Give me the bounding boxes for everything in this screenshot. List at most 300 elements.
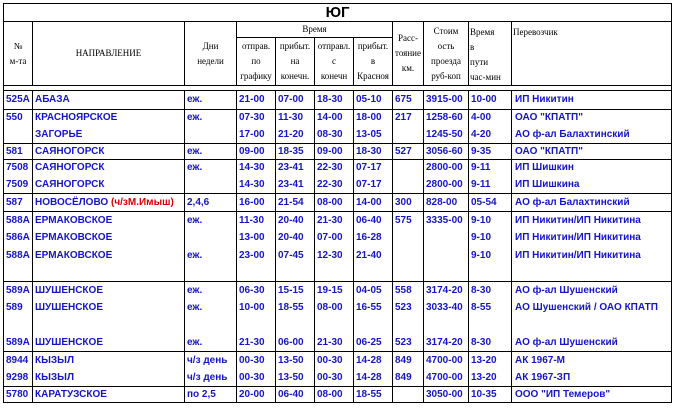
direction-cell (33, 369, 185, 387)
travel-time-text: 9-11 (471, 162, 491, 173)
departure-end-cell (315, 177, 354, 194)
travel-time-text: 4-20 (471, 128, 492, 140)
cost-text: 3174-20 (426, 285, 463, 296)
direction-cell (33, 144, 185, 160)
departure-end-text: 00-30 (317, 355, 343, 366)
arrival-end-text: 23-41 (278, 178, 304, 190)
departure-time-cell (237, 91, 276, 110)
departure-time-text: 13-00 (239, 232, 265, 244)
route-number-text: 7508 (6, 162, 29, 173)
direction-cell (33, 160, 185, 177)
arrival-krasnoyarsk-cell (354, 110, 393, 127)
carrier-text: ИП Шишкина (515, 178, 580, 190)
arrival-krasnoyarsk-text: 14-28 (356, 372, 382, 383)
carrier-text: АК 1967-ЗП (515, 372, 571, 383)
travel-time-text: 13-20 (471, 355, 497, 366)
arrival-end-cell (276, 387, 315, 403)
departure-end-cell (315, 229, 354, 246)
route-number-text: 581 (6, 146, 23, 157)
departure-end-cell (315, 160, 354, 177)
route-number-text: 589А (6, 336, 30, 348)
arrival-end-text: 13-50 (278, 372, 304, 383)
arrival-end-cell (276, 369, 315, 387)
route-number-cell (4, 264, 33, 282)
direction-cell (33, 127, 185, 144)
table-row (4, 127, 672, 144)
cost-cell (424, 282, 469, 300)
distance-cell (393, 387, 424, 403)
arrival-end-cell (276, 91, 315, 110)
travel-time-text: 4-00 (471, 112, 492, 123)
departure-end-cell (315, 334, 354, 352)
cost-text: 3915-00 (426, 94, 463, 105)
distance-text: 849 (395, 372, 412, 383)
days-cell (185, 352, 237, 370)
departure-time-text: 11-30 (239, 215, 265, 226)
direction-text: НОВОСЁЛОВО (35, 197, 109, 208)
distance-cell (393, 334, 424, 352)
route-number-cell (4, 334, 33, 352)
direction-cell (33, 229, 185, 246)
departure-end-text: 12-30 (317, 249, 343, 261)
header-line: проезда (431, 55, 461, 66)
departure-end-text: 14-00 (317, 112, 343, 123)
days-cell (185, 194, 237, 212)
arrival-end-text: 06-40 (278, 389, 304, 400)
carrier-text: АО ф-ал Шушенский (515, 285, 618, 296)
distance-text: 527 (395, 146, 412, 157)
arrival-end-cell (276, 247, 315, 264)
carrier-text: ИП Шишкин (515, 162, 574, 173)
days-cell (185, 160, 237, 177)
days-cell (185, 177, 237, 194)
travel-time-cell (469, 352, 512, 370)
days-cell (185, 110, 237, 127)
table-row (4, 91, 672, 110)
carrier-text: ИП Никитин/ИП Никитина (515, 232, 641, 244)
table-row (4, 282, 672, 300)
travel-time-text: 9-10 (471, 232, 492, 244)
departure-time-cell (237, 387, 276, 403)
departure-end-text: 09-00 (317, 146, 343, 157)
departure-time-cell (237, 127, 276, 144)
departure-time-cell (237, 264, 276, 282)
route-number-cell (4, 212, 33, 230)
header-line: Расс- (398, 33, 418, 43)
arrival-end-text: 18-55 (278, 302, 304, 314)
carrier-text: ИП Никитин/ИП Никитина (515, 249, 641, 261)
departure-time-text: 20-00 (239, 389, 265, 400)
direction-text: ЗАГОРЬЕ (35, 128, 83, 140)
header-line: отправ. (241, 41, 271, 51)
travel-time-cell (469, 264, 512, 282)
direction-text: ЕРМАКОВСКОЕ (35, 249, 113, 261)
route-number-text: 525А (6, 94, 30, 105)
departure-end-cell (315, 299, 354, 316)
cost-cell (424, 144, 469, 160)
carrier-text: АО Шушенский / ОАО КПАТП (515, 302, 658, 314)
arrival-end-cell (276, 110, 315, 127)
route-number-cell (4, 247, 33, 264)
days-cell (185, 127, 237, 144)
departure-time-cell (237, 212, 276, 230)
distance-cell (393, 282, 424, 300)
direction-cell (33, 264, 185, 282)
header-arrival-end (276, 38, 315, 86)
cost-cell (424, 369, 469, 387)
arrival-krasnoyarsk-cell (354, 387, 393, 403)
distance-text: 300 (395, 197, 412, 208)
carrier-text: АК 1967-М (515, 355, 566, 366)
arrival-end-cell (276, 127, 315, 144)
departure-end-cell (315, 194, 354, 212)
direction-text: ЕРМАКОВСКОЕ (35, 232, 113, 244)
direction-text: ШУШЕНСКОЕ (35, 285, 103, 296)
header-line: час-мин (470, 72, 501, 82)
direction-text: КАРАТУЗСКОЕ (35, 389, 107, 400)
header-line: № (13, 40, 23, 51)
cost-text: 3174-20 (426, 336, 463, 348)
carrier-cell (512, 91, 672, 110)
departure-end-text: 08-00 (317, 197, 343, 208)
arrival-end-text: 21-54 (278, 197, 304, 208)
days-text: 2,4,6 (187, 197, 210, 208)
travel-time-text: 9-35 (471, 146, 492, 157)
header-direction: НАПРАВЛЕНИЕ (33, 22, 185, 86)
arrival-end-text: 07-00 (278, 94, 304, 105)
cost-text: 1245-50 (426, 128, 463, 140)
arrival-end-text: 21-20 (278, 128, 304, 140)
table-row (4, 369, 672, 387)
departure-end-text: 08-00 (317, 302, 343, 314)
carrier-text: АО ф-ал Балахтинский (515, 128, 630, 140)
departure-end-text: 08-00 (317, 389, 343, 400)
direction-text: ЕРМАКОВСКОЕ (35, 215, 113, 226)
route-number-cell (4, 177, 33, 194)
departure-time-text: 14-30 (239, 162, 265, 173)
days-text: еж. (187, 215, 203, 226)
carrier-cell (512, 110, 672, 127)
carrier-text: ОАО "КПАТП" (515, 112, 583, 123)
route-number-text: 589А (6, 285, 30, 296)
cost-text: 4700-00 (426, 355, 463, 366)
days-text: ч/з день (187, 372, 228, 383)
direction-cell (33, 177, 185, 194)
travel-time-cell (469, 212, 512, 230)
direction-note: (ч/зМ.Имыш) (111, 197, 174, 208)
arrival-krasnoyarsk-text: 18-55 (356, 389, 382, 400)
route-number-text: 588А (6, 249, 30, 261)
travel-time-text: 8-30 (471, 285, 492, 296)
carrier-cell (512, 160, 672, 177)
departure-time-text: 00-30 (239, 355, 265, 366)
header-line: Время (470, 27, 495, 37)
carrier-text: ИП Никитин/ИП Никитина (515, 215, 641, 226)
arrival-krasnoyarsk-text: 07-17 (356, 178, 382, 190)
cost-cell (424, 110, 469, 127)
departure-end-cell (315, 247, 354, 264)
carrier-text: АО ф-ал Шушенский (515, 336, 618, 348)
direction-text: КЫЗЫЛ (35, 372, 74, 383)
header-line: пути (470, 57, 489, 67)
departure-time-text: 17-00 (239, 128, 265, 140)
departure-time-cell (237, 282, 276, 300)
route-number-cell (4, 144, 33, 160)
cost-text: 4700-00 (426, 372, 463, 383)
arrival-end-cell (276, 352, 315, 370)
schedule-body (4, 91, 672, 403)
header-line: конечн (320, 71, 348, 81)
table-row (4, 177, 672, 194)
distance-text: 849 (395, 355, 412, 366)
header-cost (424, 22, 469, 86)
cost-cell (424, 299, 469, 316)
departure-time-cell (237, 352, 276, 370)
header-line: по (251, 56, 261, 66)
arrival-krasnoyarsk-text: 16-28 (356, 232, 382, 244)
direction-cell (33, 352, 185, 370)
route-number-cell (4, 317, 33, 334)
departure-time-cell (237, 110, 276, 127)
direction-text: КЫЗЫЛ (35, 355, 74, 366)
departure-end-text: 00-30 (317, 372, 343, 383)
arrival-krasnoyarsk-text: 18-00 (356, 112, 382, 123)
route-number-cell (4, 91, 33, 110)
header-line: Стоим (433, 25, 459, 36)
days-cell (185, 144, 237, 160)
schedule-sheet (3, 3, 671, 403)
arrival-krasnoyarsk-text: 05-10 (356, 94, 382, 105)
cost-text: 2800-00 (426, 178, 463, 190)
distance-cell (393, 160, 424, 177)
schedule-table (3, 3, 672, 403)
distance-cell (393, 91, 424, 110)
cost-cell (424, 387, 469, 403)
distance-cell (393, 317, 424, 334)
direction-cell (33, 282, 185, 300)
distance-cell (393, 110, 424, 127)
carrier-cell (512, 177, 672, 194)
arrival-end-text: 13-50 (278, 355, 304, 366)
departure-time-cell (237, 369, 276, 387)
route-number-text: 8944 (6, 355, 29, 366)
departure-end-text: 21-30 (317, 215, 343, 226)
route-number-text: 586А (6, 232, 30, 244)
route-number-text: 7509 (6, 178, 29, 190)
table-row (4, 194, 672, 212)
distance-text: 523 (395, 302, 412, 314)
header-line: км. (401, 63, 415, 73)
arrival-end-text: 20-40 (278, 232, 304, 244)
cost-cell (424, 127, 469, 144)
days-cell (185, 369, 237, 387)
header-arrival-krasnoyarsk (354, 38, 393, 86)
distance-cell (393, 212, 424, 230)
departure-time-text: 16-00 (239, 197, 265, 208)
days-text: по 2,5 (187, 389, 216, 400)
days-text: еж. (187, 94, 203, 105)
route-number-text: 5780 (6, 389, 29, 400)
departure-end-cell (315, 317, 354, 334)
days-text: еж. (187, 302, 203, 314)
travel-time-text: 8-30 (471, 336, 492, 348)
distance-cell (393, 177, 424, 194)
arrival-end-text: 20-40 (278, 215, 304, 226)
cost-text: 828-00 (426, 197, 458, 208)
departure-time-cell (237, 299, 276, 316)
departure-time-cell (237, 317, 276, 334)
table-row (4, 317, 672, 334)
distance-cell (393, 369, 424, 387)
route-number-cell (4, 299, 33, 316)
days-cell (185, 317, 237, 334)
departure-time-cell (237, 334, 276, 352)
header-line: графику (240, 71, 272, 81)
route-number-cell (4, 194, 33, 212)
header-distance (393, 22, 424, 86)
route-number-cell (4, 282, 33, 300)
arrival-end-cell (276, 144, 315, 160)
arrival-krasnoyarsk-cell (354, 177, 393, 194)
travel-time-cell (469, 247, 512, 264)
cost-cell (424, 160, 469, 177)
header-line: Красноя (357, 71, 389, 81)
days-text: еж. (187, 285, 203, 296)
cost-text: 1258-60 (426, 112, 463, 123)
header-line: Дни (202, 40, 219, 51)
direction-cell (33, 299, 185, 316)
route-number-cell (4, 369, 33, 387)
departure-time-text: 09-00 (239, 146, 265, 157)
travel-time-cell (469, 177, 512, 194)
travel-time-cell (469, 387, 512, 403)
table-row (4, 229, 672, 246)
direction-cell (33, 110, 185, 127)
travel-time-cell (469, 144, 512, 160)
arrival-krasnoyarsk-cell (354, 247, 393, 264)
arrival-krasnoyarsk-cell (354, 160, 393, 177)
days-cell (185, 334, 237, 352)
arrival-krasnoyarsk-cell (354, 282, 393, 300)
arrival-krasnoyarsk-text: 21-40 (356, 249, 382, 261)
carrier-cell (512, 387, 672, 403)
travel-time-text: 8-55 (471, 302, 492, 314)
arrival-end-text: 11-30 (278, 112, 304, 123)
departure-time-cell (237, 144, 276, 160)
days-cell (185, 212, 237, 230)
table-row (4, 144, 672, 160)
table-row (4, 110, 672, 127)
table-row (4, 352, 672, 370)
header-line: руб-коп (431, 70, 461, 81)
route-number-cell (4, 110, 33, 127)
days-text: ч/з день (187, 355, 228, 366)
carrier-cell (512, 264, 672, 282)
departure-time-cell (237, 160, 276, 177)
direction-text: САЯНОГОРСК (35, 146, 105, 157)
cost-text: 3033-40 (426, 302, 463, 314)
route-number-text: 589 (6, 302, 23, 314)
departure-time-text: 07-30 (239, 112, 265, 123)
arrival-krasnoyarsk-cell (354, 334, 393, 352)
arrival-end-text: 15-15 (278, 285, 304, 296)
cost-cell (424, 229, 469, 246)
departure-end-cell (315, 110, 354, 127)
header-line: м-та (9, 55, 27, 66)
route-number-text: 588А (6, 215, 30, 226)
distance-cell (393, 264, 424, 282)
travel-time-cell (469, 369, 512, 387)
arrival-krasnoyarsk-text: 06-40 (356, 215, 382, 226)
header-travel-time (469, 22, 512, 86)
travel-time-cell (469, 317, 512, 334)
departure-time-cell (237, 247, 276, 264)
departure-time-text: 00-30 (239, 372, 265, 383)
departure-time-text: 10-00 (239, 302, 265, 314)
route-number-cell (4, 127, 33, 144)
travel-time-cell (469, 110, 512, 127)
header-line: конечн. (280, 71, 310, 81)
arrival-krasnoyarsk-cell (354, 369, 393, 387)
table-title: ЮГ (4, 4, 672, 22)
arrival-krasnoyarsk-cell (354, 91, 393, 110)
travel-time-cell (469, 194, 512, 212)
header-line: недели (197, 55, 224, 66)
arrival-krasnoyarsk-text: 18-30 (356, 146, 382, 157)
table-row (4, 334, 672, 352)
arrival-krasnoyarsk-cell (354, 229, 393, 246)
travel-time-text: 9-10 (471, 249, 492, 261)
travel-time-cell (469, 334, 512, 352)
cost-cell (424, 212, 469, 230)
arrival-end-cell (276, 317, 315, 334)
header-line: отправл. (317, 41, 351, 51)
days-text: еж. (187, 162, 203, 173)
direction-cell (33, 317, 185, 334)
route-number-cell (4, 160, 33, 177)
arrival-end-cell (276, 264, 315, 282)
arrival-krasnoyarsk-cell (354, 317, 393, 334)
carrier-cell (512, 144, 672, 160)
arrival-krasnoyarsk-cell (354, 194, 393, 212)
cost-cell (424, 264, 469, 282)
arrival-krasnoyarsk-text: 07-17 (356, 162, 382, 173)
travel-time-cell (469, 229, 512, 246)
departure-end-text: 22-30 (317, 178, 343, 190)
cost-text: 3056-60 (426, 146, 463, 157)
direction-cell (33, 247, 185, 264)
header-line: прибыт. (357, 41, 389, 51)
header-line: на (290, 56, 300, 66)
distance-cell (393, 194, 424, 212)
carrier-cell (512, 299, 672, 316)
departure-time-text: 23-00 (239, 249, 265, 261)
distance-cell (393, 144, 424, 160)
table-row (4, 247, 672, 264)
arrival-krasnoyarsk-text: 04-05 (356, 285, 382, 296)
arrival-end-text: 07-45 (278, 249, 304, 261)
direction-text: ШУШЕНСКОЕ (35, 336, 103, 348)
days-cell (185, 264, 237, 282)
carrier-text: ОАО "КПАТП" (515, 146, 583, 157)
travel-time-text: 10-35 (471, 389, 497, 400)
direction-cell (33, 194, 185, 212)
departure-time-text: 14-30 (239, 178, 265, 190)
arrival-end-cell (276, 282, 315, 300)
travel-time-cell (469, 299, 512, 316)
carrier-text: ООО "ИП Темеров" (515, 389, 611, 400)
arrival-krasnoyarsk-text: 16-55 (356, 302, 382, 314)
